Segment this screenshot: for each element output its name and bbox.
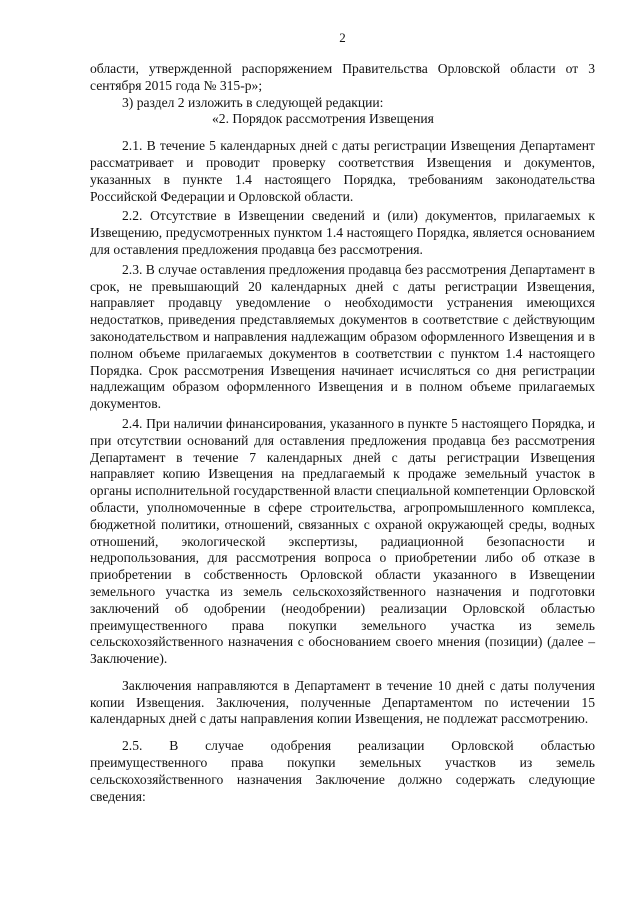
paragraph-2-2: 2.2. Отсутствие в Извещении сведений и (или) документов, прилагаемых к Извещению, предусмотренных пунктом 1.4 настоящего Порядка, является основанием для оставления предложения продавца без рассмотрения. bbox=[90, 208, 595, 257]
paragraph-conclusions: Заключения направляются в Департамент в течение 10 дней с даты получения копии Извещения. Заключения, полученные Департаментом по истечении 15 календарных дней с даты направления копии Извещения, не подлежат рассмотрению. bbox=[90, 677, 595, 727]
paragraph-intro: области, утвержденной распоряжением Правительства Орловской области от 3 сентября 2015 года № 315-р»; bbox=[90, 61, 595, 93]
paragraph-2-3: 2.3. В случае оставления предложения продавца без рассмотрения Департамент в срок, не превышающий 20 календарных дней с даты регистрации Извещения, направляет продавцу уведомление о необходимости устранения имеющихся недостатков, приведения представляемых документов в соответствие с действующим законодательством и направления надлежащим образом оформленного Извещения и в полном объеме прилагаемых документов в соответствии с пунктом 1.4 настоящего Порядка. Срок рассмотрения Извещения начинает исчисляться со дня регистрации надлежащим образом оформленного Извещения и в полном объеме прилагаемых документов. bbox=[90, 261, 595, 412]
section-heading: «2. Порядок рассмотрения Извещения bbox=[212, 111, 434, 127]
paragraph-2-4: 2.4. При наличии финансирования, указанного в пункте 5 настоящего Порядка, и при отсутствии оснований для оставления предложения продавца без рассмотрения Департамент в течение 7 календарных дней с даты регистрации Извещения направляет копию Извещения на предлагаемый к продаже земельный участок в органы исполнительной государственной власти специальной компетенции Орловской области, уполномоченные в сфере строительства, агропромышленного комплекса, бюджетной политики, отношений, связанных с охраной окружающей среды, водных отношений, экологической экспертизы, радиационной безопасности и недропользования, для рассмотрения вопроса о приобретении либо об отказе в приобретении в собственность Орловской области указанного в Извещении земельного участка из земель сельскохозяйственного назначения и подготовки заключений об одобрении (неодобрении) реализации Орловской областью преимущественного права покупки земельного участка из земель сельскохозяйственного назначения с обоснованием своего мнения (позиции) (далее – Заключение). bbox=[90, 415, 595, 667]
paragraph-item-3: 3) раздел 2 изложить в следующей редакции: bbox=[122, 94, 384, 110]
document-page bbox=[90, 30, 595, 805]
paragraph-2-1: 2.1. В течение 5 календарных дней с даты регистрации Извещения Департамент рассматривает и проводит проверку соответствия Извещения и документов, указанных в пункте 1.4 настоящего Порядка, требованиям законодательства Российской Федерации и Орловской области. bbox=[90, 138, 595, 204]
paragraph-2-5: 2.5. В случае одобрения реализации Орловской областью преимущественного права покупки земельных участков из земель сельскохозяйственного назначения Заключение должно содержать следующие сведения: bbox=[90, 738, 595, 804]
page-number: 2 bbox=[339, 30, 346, 45]
